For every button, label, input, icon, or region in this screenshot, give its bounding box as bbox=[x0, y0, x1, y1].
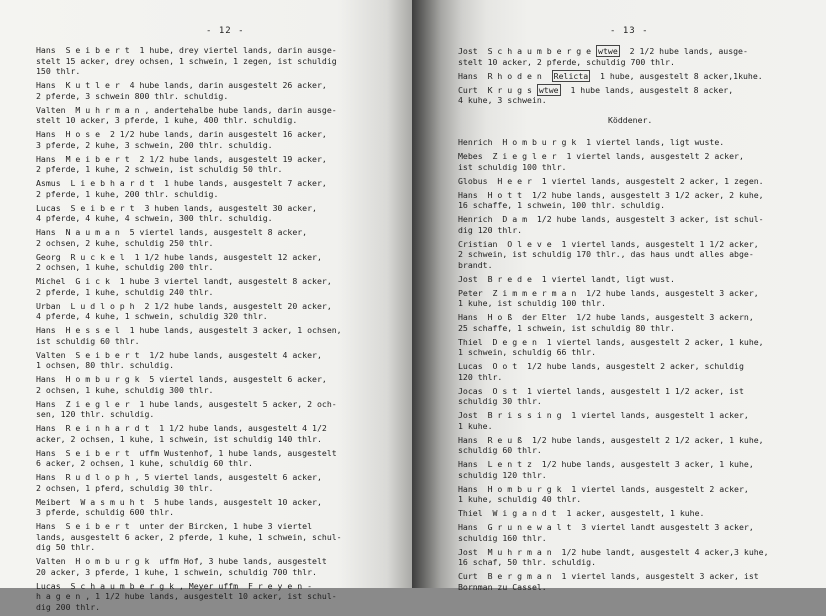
entry-line: 2 ochsen, 1 kuhe, schuldig 200 thlr. bbox=[36, 262, 214, 272]
entry-line: 1 kuhe, schuldig 40 thlr. bbox=[458, 494, 582, 504]
entry-line: 16 schaffe, 1 schwein, 100 thlr. schuldig. bbox=[458, 200, 666, 210]
register-entry bbox=[36, 423, 381, 444]
entry-line: Hans H o t t 1/2 hube lands, ausgestelt 3 1/2 acker, 2 kuhe, bbox=[458, 189, 764, 200]
entry-line: Jost S c h a u m b e r g e wtwe 2 1/2 hube lands, ausge- bbox=[458, 46, 748, 56]
register-entry bbox=[458, 85, 803, 106]
entry-line: Thiel W i g a n d t 1 acker, ausgestelt, 1 kuhe. bbox=[458, 508, 705, 518]
register-entry bbox=[36, 276, 381, 297]
entry-line: Jost B r e d e 1 viertel landt, ligt wust. bbox=[458, 273, 675, 284]
boxed-annotation: wtwe bbox=[538, 84, 559, 95]
register-entry bbox=[458, 547, 803, 568]
register-entry bbox=[36, 105, 381, 126]
entry-line: Hans H o ß der Elter 1/2 hube lands, ausgestelt 3 ackern, bbox=[458, 312, 754, 322]
entry-line: 20 acker, 3 pferde, 1 kuhe, 1 schwein, schuldig 700 thlr. bbox=[36, 566, 317, 577]
entry-line: Hans S e i b e r t 1 hube, drey viertel lands, darin ausge- bbox=[36, 45, 337, 55]
entry-line: 4 pferde, 4 kuhe, 1 schwein, schuldig 320 thlr. bbox=[36, 311, 268, 321]
register-entry bbox=[36, 581, 381, 613]
entry-line: Hans Z i e g l e r 1 hube lands, ausgestelt 5 acker, 2 och- bbox=[36, 398, 337, 409]
entry-line: 1 kuhe, ist schuldig 100 thlr. bbox=[458, 298, 606, 308]
entry-line: Michel G i c k 1 hube 3 viertel landt, ausgestelt 8 acker, bbox=[36, 276, 332, 286]
entry-line: ist schuldig 60 thlr. bbox=[36, 335, 140, 346]
entry-line: 4 kuhe, 3 schwein. bbox=[458, 95, 547, 105]
register-entry bbox=[36, 497, 381, 518]
section-heading: Köddener. bbox=[608, 114, 653, 125]
entry-line: Hans H o m b u r g k 1 viertel lands, ausgestelt 2 acker, bbox=[458, 483, 749, 494]
entry-line: 4 pferde, 4 kuhe, 4 schwein, 300 thlr. schuldig. bbox=[36, 213, 273, 223]
register-entry bbox=[36, 374, 381, 395]
right-page bbox=[412, 0, 826, 592]
entry-line: 2 ochsen, 1 pferd, schuldig 30 thlr. bbox=[36, 482, 214, 493]
entry-line: Peter Z i m m e r m a n 1/2 hube lands, ausgestelt 3 acker, bbox=[458, 287, 759, 298]
register-entry bbox=[36, 521, 381, 553]
register-entry bbox=[458, 190, 803, 211]
register-entry bbox=[458, 312, 803, 333]
entry-line: Meibert W a s m u h t 5 hube lands, ausgestelt 10 acker, bbox=[36, 496, 322, 507]
entry-line: 2 pferde, 3 schwein 800 thlr. schuldig. bbox=[36, 90, 229, 101]
entry-line: Henrich D a m 1/2 hube lands, ausgestelt 3 acker, ist schul- bbox=[458, 214, 764, 224]
entry-line: Jost M u h r m a n 1/2 hube landt, ausgestelt 4 acker,3 kuhe, bbox=[458, 546, 769, 557]
entry-line: 2 pferde, 1 kuhe, 2 schwein, ist schuldig 50 thlr. bbox=[36, 164, 283, 174]
register-entry bbox=[458, 274, 803, 285]
entry-line: stelt 10 acker, 2 pferde, schuldig 700 thlr. bbox=[458, 56, 675, 67]
entry-list bbox=[36, 45, 381, 616]
entry-line: stelt 10 acker, 3 pferde, 1 kuhe, 400 thlr. schuldig. bbox=[36, 115, 298, 125]
register-entry bbox=[458, 484, 803, 505]
entry-line: dig 50 thlr. bbox=[36, 542, 96, 552]
entry-line: 6 acker, 2 ochsen, 1 kuhe, schuldig 60 thlr. bbox=[36, 458, 253, 468]
register-entry bbox=[36, 448, 381, 469]
register-entry bbox=[458, 571, 803, 592]
entry-line: 1 ochsen, 80 thlr. schuldig. bbox=[36, 360, 175, 370]
entry-line: Jost B r i s s i n g 1 viertel lands, ausgestelt 1 acker, bbox=[458, 410, 749, 420]
entry-group bbox=[458, 137, 803, 592]
register-entry bbox=[36, 178, 381, 199]
entry-line: dig 200 thlr. bbox=[36, 601, 101, 612]
register-entry bbox=[458, 137, 803, 148]
register-entry bbox=[36, 203, 381, 224]
entry-line: Hans H o m b u r g k 5 viertel lands, ausgestelt 6 acker, bbox=[36, 374, 327, 384]
register-entry bbox=[36, 129, 381, 150]
register-entry bbox=[36, 80, 381, 101]
entry-line: h a g e n , 1 1/2 hube lands, ausgestelt 10 acker, ist schul- bbox=[36, 591, 337, 601]
entry-line: Hans R h o d e n Relicta 1 hube, ausgestelt 8 acker,1kuhe. bbox=[458, 70, 763, 81]
entry-line: Hans K u t l e r 4 hube lands, darin ausgestelt 26 acker, bbox=[36, 80, 327, 90]
register-entry bbox=[458, 46, 803, 67]
entry-line: lands, ausgestelt 6 acker, 2 pferde, 1 kuhe, 1 schwein, schul- bbox=[36, 531, 342, 542]
register-entry bbox=[36, 350, 381, 371]
register-entry bbox=[36, 399, 381, 420]
entry-line: sen, 120 thlr. schuldig. bbox=[36, 409, 155, 419]
entry-line: acker, 2 ochsen, 1 kuhe, 1 schwein, ist schuldig 140 thlr. bbox=[36, 433, 322, 444]
entry-line: schuldig 120 thlr. bbox=[458, 469, 547, 480]
entry-line: 1 kuhe. bbox=[458, 420, 493, 431]
entry-line: Bornman zu Cassel. bbox=[458, 581, 547, 592]
entry-line: Hans R u d l o p h , 5 viertel lands, ausgestelt 6 acker, bbox=[36, 472, 322, 482]
entry-line: Thiel D e g e n 1 viertel lands, ausgestelt 2 acker, 1 kuhe, bbox=[458, 336, 764, 347]
entry-list bbox=[458, 46, 803, 596]
entry-line: 2 schwein, ist schuldig 170 thlr., das haus undt alles abge- bbox=[458, 249, 754, 259]
register-entry bbox=[36, 556, 381, 577]
register-entry bbox=[36, 45, 381, 77]
page-number: - 12 - bbox=[206, 26, 245, 36]
boxed-annotation: wtwe bbox=[598, 46, 618, 56]
register-entry bbox=[458, 337, 803, 358]
entry-line: 1 schwein, schuldig 66 thlr. bbox=[458, 347, 597, 357]
entry-line: Curt K r u g s wtwe 1 hube lands, ausgestelt 8 acker, bbox=[458, 84, 734, 95]
left-page bbox=[0, 0, 412, 612]
entry-line: brandt. bbox=[458, 259, 493, 270]
register-entry bbox=[458, 151, 803, 172]
entry-line: Hans S e i b e r t uffm Wustenhof, 1 hube lands, ausgestelt bbox=[36, 447, 337, 458]
entry-line: Curt B e r g m a n 1 viertel lands, ausgestelt 3 acker, ist bbox=[458, 571, 759, 581]
register-entry bbox=[458, 410, 803, 431]
entry-line: Jocas O s t 1 viertel lands, ausgestelt 1 1/2 acker, ist bbox=[458, 385, 744, 396]
entry-line: Lucas S e i b e r t 3 huben lands, ausgestelt 30 acker, bbox=[36, 202, 317, 213]
entry-line: 150 thlr. bbox=[36, 66, 81, 76]
entry-line: Valten H o m b u r g k uffm Hof, 3 hube lands, ausgestelt bbox=[36, 556, 327, 566]
entry-line: schuldig 160 thlr. bbox=[458, 532, 547, 543]
entry-line: 3 pferde, schuldig 600 thlr. bbox=[36, 507, 175, 517]
entry-line: 2 ochsen, 1 kuhe, schuldig 300 thlr. bbox=[36, 384, 214, 395]
register-entry bbox=[36, 301, 381, 322]
register-entry bbox=[36, 154, 381, 175]
register-entry bbox=[36, 325, 381, 346]
register-entry bbox=[458, 239, 803, 271]
entry-line: Henrich H o m b u r g k 1 viertel lands, ligt wuste. bbox=[458, 137, 725, 147]
entry-line: 2 pferde, 1 kuhe, 200 thlr. schuldig. bbox=[36, 188, 219, 199]
entry-line: Hans G r u n e w a l t 3 viertel landt ausgestelt 3 acker, bbox=[458, 522, 754, 532]
entry-line: Valten M u h r m a n , andertehalbe hube lands, darin ausge- bbox=[36, 104, 337, 115]
entry-line: Hans L e n t z 1/2 hube lands, ausgestelt 3 acker, 1 kuhe, bbox=[458, 459, 754, 469]
entry-line: ist schuldig 100 thlr. bbox=[458, 161, 567, 172]
register-entry bbox=[458, 386, 803, 407]
register-entry bbox=[36, 472, 381, 493]
register-entry bbox=[458, 214, 803, 235]
boxed-annotation: Relicta bbox=[553, 70, 589, 81]
register-entry bbox=[458, 71, 803, 82]
entry-line: 3 pferde, 2 kuhe, 3 schwein, 200 thlr. schuldig. bbox=[36, 139, 273, 150]
entry-line: 25 schaffe, 1 schwein, ist schuldig 80 thlr. bbox=[458, 322, 675, 333]
entry-line: 2 pferde, 1 kuhe, schuldig 240 thlr. bbox=[36, 286, 214, 297]
entry-line: Urban L u d l o p h 2 1/2 hube lands, ausgestelt 20 acker, bbox=[36, 300, 332, 311]
entry-line: Mebes Z i e g l e r 1 viertel lands, ausgestelt 2 acker, bbox=[458, 151, 744, 161]
page-number: - 13 - bbox=[610, 26, 649, 36]
register-entry bbox=[458, 508, 803, 519]
register-entry bbox=[458, 361, 803, 382]
register-entry bbox=[458, 522, 803, 543]
register-entry bbox=[458, 435, 803, 456]
entry-line: Hans S e i b e r t unter der Bircken, 1 hube 3 viertel bbox=[36, 521, 313, 531]
entry-line: Lucas O o t 1/2 hube lands, ausgestelt 2 acker, schuldig bbox=[458, 361, 744, 371]
entry-line: Valten S e i b e r t 1/2 hube lands, ausgestelt 4 acker, bbox=[36, 349, 322, 360]
entry-line: Asmus L i e b h a r d t 1 hube lands, ausgestelt 7 acker, bbox=[36, 178, 327, 188]
entry-line: Globus H e e r 1 viertel lands, ausgestelt 2 acker, 1 zegen. bbox=[458, 175, 764, 186]
entry-line: 16 schaf, 50 thlr. schuldig. bbox=[458, 557, 597, 567]
entry-line: 2 ochsen, 2 kuhe, schuldig 250 thlr. bbox=[36, 237, 214, 248]
entry-line: Cristian O l e v e 1 viertel lands, ausgestelt 1 1/2 acker, bbox=[458, 238, 759, 249]
entry-line: dig 120 thlr. bbox=[458, 224, 523, 235]
entry-line: Lucas S c h a u m b e r g k , Meyer uffm F r e y e n - bbox=[36, 580, 313, 591]
entry-line: Hans N a u m a n 5 viertel lands, ausgestelt 8 acker, bbox=[36, 227, 308, 237]
entry-group bbox=[458, 46, 803, 106]
entry-line: Georg R u c k e l 1 1/2 hube lands, ausgestelt 12 acker, bbox=[36, 251, 322, 262]
entry-line: Hans R e i n h a r d t 1 1/2 hube lands, ausgestelt 4 1/2 bbox=[36, 423, 327, 433]
register-entry bbox=[458, 288, 803, 309]
entry-line: stelt 15 acker, drey ochsen, 1 schwein, 1 zegen, ist schuldig bbox=[36, 55, 337, 66]
entry-line: Hans H e s s e l 1 hube lands, ausgestelt 3 acker, 1 ochsen, bbox=[36, 325, 342, 335]
entry-line: schuldig 30 thlr. bbox=[458, 396, 542, 406]
register-entry bbox=[36, 227, 381, 248]
entry-line: Hans R e u ß 1/2 hube lands, ausgestelt 2 1/2 acker, 1 kuhe, bbox=[458, 434, 764, 445]
entry-line: Hans M e i b e r t 2 1/2 hube lands, ausgestelt 19 acker, bbox=[36, 153, 327, 164]
entry-line: Hans H o s e 2 1/2 hube lands, darin ausgestelt 16 acker, bbox=[36, 129, 327, 139]
register-entry bbox=[458, 459, 803, 480]
entry-line: schuldig 60 thlr. bbox=[458, 445, 542, 455]
register-entry bbox=[458, 176, 803, 187]
register-entry bbox=[36, 252, 381, 273]
entry-line: 120 thlr. bbox=[458, 371, 503, 382]
